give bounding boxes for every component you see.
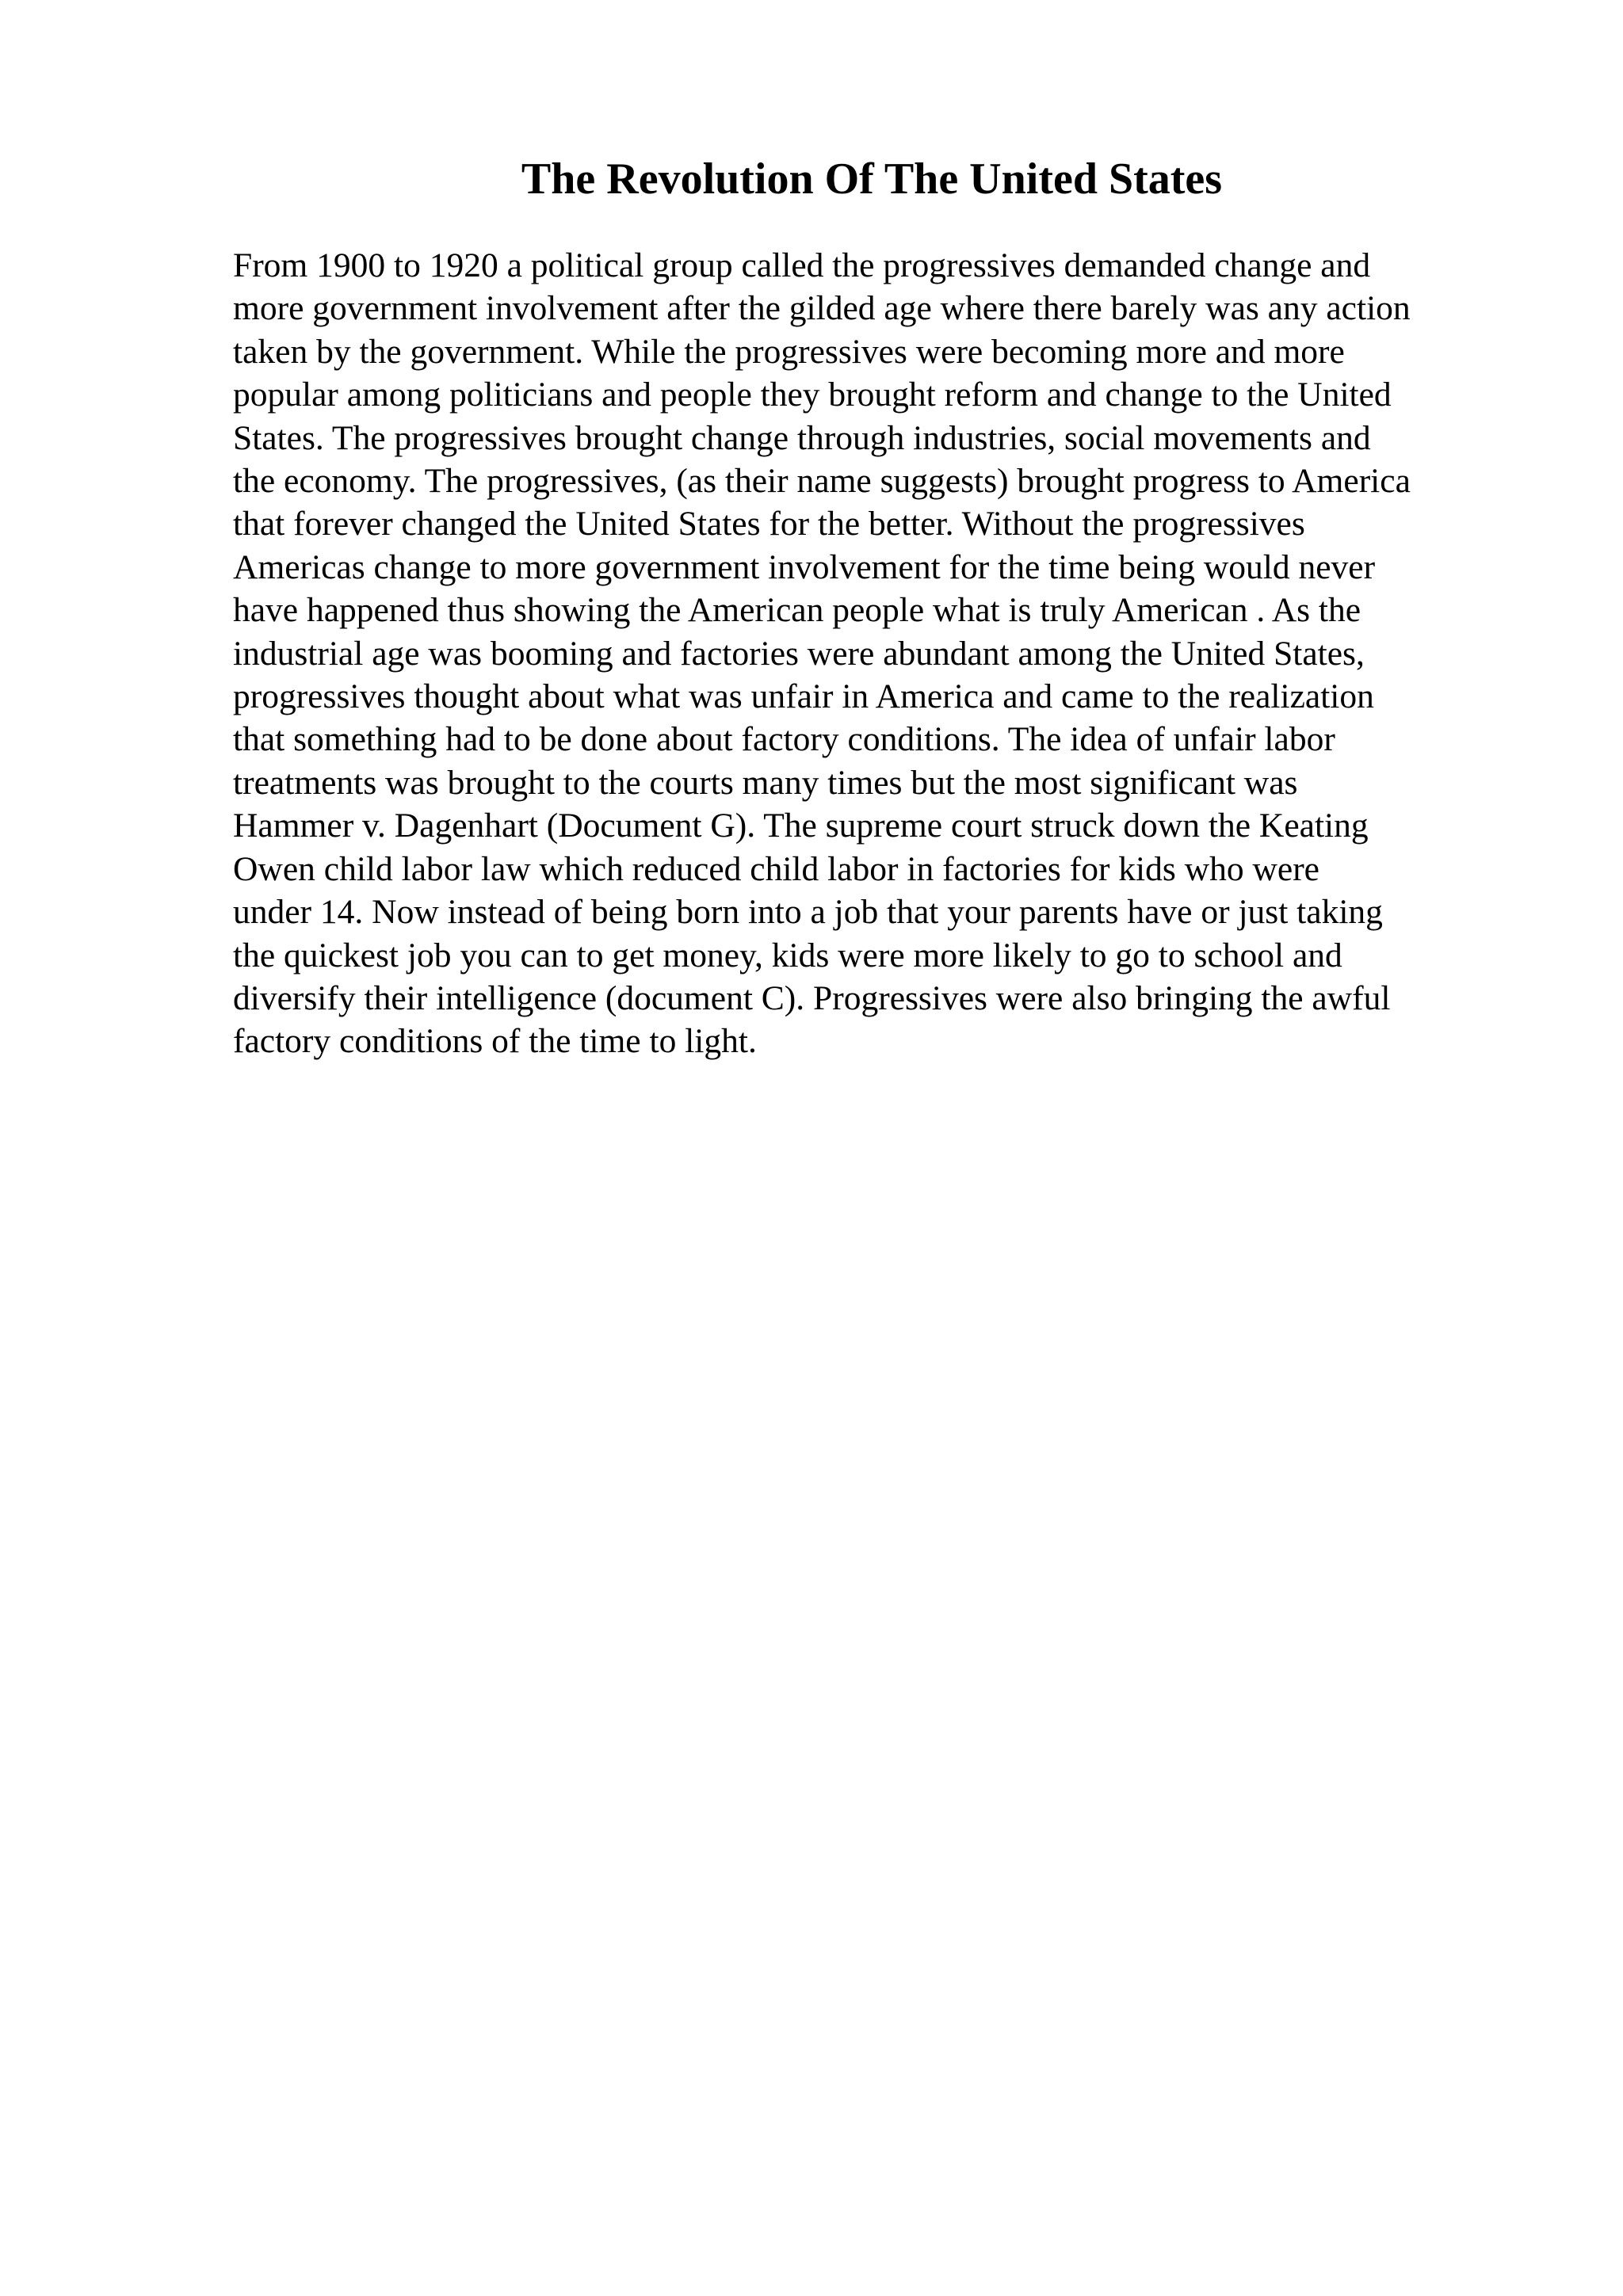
paragraph-line: taken by the government. While the progressives were becoming more and more <box>233 332 1345 371</box>
essay-paragraph <box>233 244 1549 1063</box>
paragraph-line: Owen child labor law which reduced child labor in factories for kids who were <box>233 849 1319 888</box>
paragraph-line: treatments was brought to the courts many times but the most significant was <box>233 763 1298 802</box>
paragraph-line: States. The progressives brought change through industries, social movements and <box>233 418 1371 457</box>
paragraph-line: have happened thus showing the American people what is truly American . As the <box>233 591 1361 630</box>
document-title: The Revolution Of The United States <box>521 154 1223 204</box>
paragraph-line: more government involvement after the gilded age where there barely was any action <box>233 289 1411 328</box>
paragraph-line: progressives thought about what was unfair in America and came to the realization <box>233 677 1374 716</box>
paragraph-line: Americas change to more government involvement for the time being would never <box>233 547 1376 586</box>
paragraph-line: From 1900 to 1920 a political group called the progressives demanded change and <box>233 246 1371 284</box>
paragraph-line: diversify their intelligence (document C). Progressives were also bringing the awful <box>233 978 1391 1017</box>
paragraph-line: that forever changed the United States for the better. Without the progressives <box>233 505 1305 543</box>
paragraph-line: under 14. Now instead of being born into a job that your parents have or just taking <box>233 893 1383 932</box>
paragraph-line: the economy. The progressives, (as their name suggests) brought progress to America <box>233 462 1411 501</box>
paragraph-line: the quickest job you can to get money, kids were more likely to go to school and <box>233 936 1342 974</box>
paragraph-line: industrial age was booming and factories were abundant among the United States, <box>233 634 1365 673</box>
paragraph-line: popular among politicians and people they brought reform and change to the United <box>233 376 1392 414</box>
paragraph-line: factory conditions of the time to light. <box>233 1022 757 1061</box>
paragraph-line: that something had to be done about factory conditions. The idea of unfair labor <box>233 720 1335 759</box>
paragraph-line: Hammer v. Dagenhart (Document G). The supreme court struck down the Keating <box>233 807 1369 845</box>
